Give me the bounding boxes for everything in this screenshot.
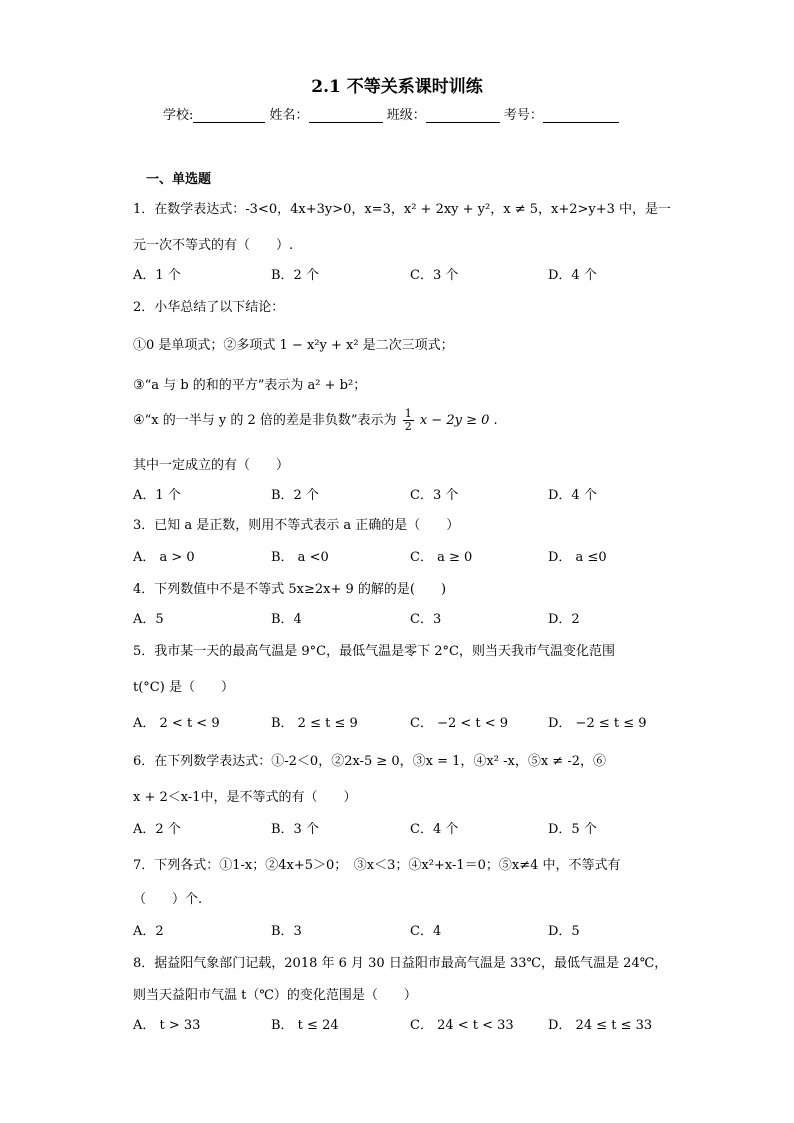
q5-text-line2: t(°C) 是（ ） [133, 680, 234, 695]
q8-options [133, 1014, 653, 1033]
q7-option-c[interactable]: C．4 [410, 924, 442, 939]
q7-options [133, 920, 633, 938]
q6-option-d[interactable]: D．5 个 [548, 822, 597, 837]
q5-option-c[interactable]: C． −2 < t < 9 [410, 716, 509, 731]
q2-fraction [403, 408, 414, 433]
q2-text-line5: 其中一定成立的有（ ） [133, 458, 290, 473]
q8-option-a[interactable]: A． t > 33 [133, 1018, 201, 1033]
number-label: 考号： [503, 108, 543, 123]
q6-options [133, 818, 633, 836]
q2-fraction-numerator: 1 [404, 407, 412, 420]
q1-option-c[interactable]: C．3 个 [410, 268, 459, 283]
q3-text-line1: 3．已知 a 是正数，则用不等式表示 a 正确的是（ ） [133, 518, 460, 533]
q2-line4-prefix: ④“x 的一半与 y 的 2 倍的差是非负数”表示为 [133, 413, 397, 428]
q1-option-d[interactable]: D．4 个 [548, 268, 597, 283]
q1-option-b[interactable]: B．2 个 [271, 268, 319, 283]
q1-text-line2: 元一次不等式的有（ ）. [133, 238, 294, 253]
q4-option-a[interactable]: A．5 [133, 612, 164, 627]
q7-option-d[interactable]: D．5 [548, 924, 580, 939]
q2-fraction-denominator: 2 [404, 420, 412, 433]
q7-option-b[interactable]: B．3 [271, 924, 302, 939]
q2-line4-suffix: x − 2y ≥ 0 . [419, 413, 498, 428]
q7-text-line2: （ ）个. [133, 892, 203, 907]
q6-text-line2: x + 2＜x-1中，是不等式的有（ ） [133, 790, 357, 805]
name-label: 姓名： [269, 108, 309, 123]
q3-options [133, 546, 633, 564]
q4-option-b[interactable]: B．4 [271, 612, 302, 627]
q5-option-d[interactable]: D． −2 ≤ t ≤ 9 [548, 716, 647, 731]
q2-text-line2: ①0 是单项式；②多项式 1 − x²y + x² 是二次三项式； [133, 338, 454, 353]
q2-text-line3: ③“a 与 b 的和的平方”表示为 a² + b²； [133, 378, 367, 393]
school-blank[interactable] [193, 108, 265, 123]
q5-text-line1: 5．我市某一天的最高气温是 9°C，最低气温是零下 2°C，则当天我市气温变化范围 [133, 644, 615, 659]
q8-option-c[interactable]: C． 24 < t < 33 [410, 1018, 514, 1033]
q6-option-a[interactable]: A．2 个 [133, 822, 181, 837]
q4-options [133, 608, 633, 626]
student-info-row [163, 104, 619, 123]
school-label: 学校: [163, 108, 194, 123]
q6-option-b[interactable]: B．3 个 [271, 822, 319, 837]
q3-option-d[interactable]: D． a ≤0 [548, 550, 607, 565]
q8-text-line2: 则当天益阳市气温 t（℃）的变化范围是（ ） [133, 988, 417, 1003]
q2-options [133, 484, 633, 502]
q1-text-line1: 1．在数学表达式：-3<0，4x+3y>0，x=3，x² + 2xy + y²，x ≠ 5，x+2>y+3 中，是一 [133, 202, 672, 217]
q8-option-b[interactable]: B． t ≤ 24 [271, 1018, 339, 1033]
q6-text-line1: 6．在下列数学表达式：①-2＜0，②2x-5 ≥ 0，③x = 1，④x² -x，⑤x ≠ -2，⑥ [133, 754, 606, 769]
q2-option-c[interactable]: C．3 个 [410, 488, 459, 503]
q3-option-c[interactable]: C． a ≥ 0 [410, 550, 473, 565]
q7-text-line1: 7．下列各式：①1-x；②4x+5＞0； ③x＜3；④x²+x-1＝0；⑤x≠4 中，不等式有 [133, 858, 621, 873]
q2-option-a[interactable]: A．1 个 [133, 488, 181, 503]
q8-text-line1: 8．据益阳气象部门记载，2018 年 6 月 30 日益阳市最高气温是 33℃，最低气温是 24℃， [133, 956, 668, 971]
q7-option-a[interactable]: A．2 [133, 924, 164, 939]
q5-option-b[interactable]: B． 2 ≤ t ≤ 9 [271, 716, 358, 731]
name-blank[interactable] [309, 108, 383, 123]
page-title: 2.1 不等关系课时训练 [311, 77, 483, 97]
section-heading: 一、单选题 [146, 172, 212, 187]
q2-text-line1: 2．小华总结了以下结论： [133, 300, 285, 315]
class-blank[interactable] [426, 108, 500, 123]
q2-text-line4 [133, 408, 498, 433]
q4-option-c[interactable]: C．3 [410, 612, 442, 627]
q4-text-line1: 4．下列数值中不是不等式 5x≥2x+ 9 的解的是( ) [133, 582, 447, 597]
q1-option-a[interactable]: A．1 个 [133, 268, 181, 283]
q8-option-d[interactable]: D． 24 ≤ t ≤ 33 [548, 1018, 653, 1033]
q4-option-d[interactable]: D．2 [548, 612, 580, 627]
q2-option-b[interactable]: B．2 个 [271, 488, 319, 503]
q3-option-a[interactable]: A． a > 0 [133, 550, 195, 565]
q2-option-d[interactable]: D．4 个 [548, 488, 597, 503]
q3-option-b[interactable]: B． a <0 [271, 550, 329, 565]
number-blank[interactable] [543, 108, 619, 123]
q1-options [133, 264, 633, 282]
class-label: 班级： [386, 108, 426, 123]
q5-option-a[interactable]: A． 2 < t < 9 [133, 716, 220, 731]
q5-options [133, 712, 647, 731]
q6-option-c[interactable]: C．4 个 [410, 822, 459, 837]
